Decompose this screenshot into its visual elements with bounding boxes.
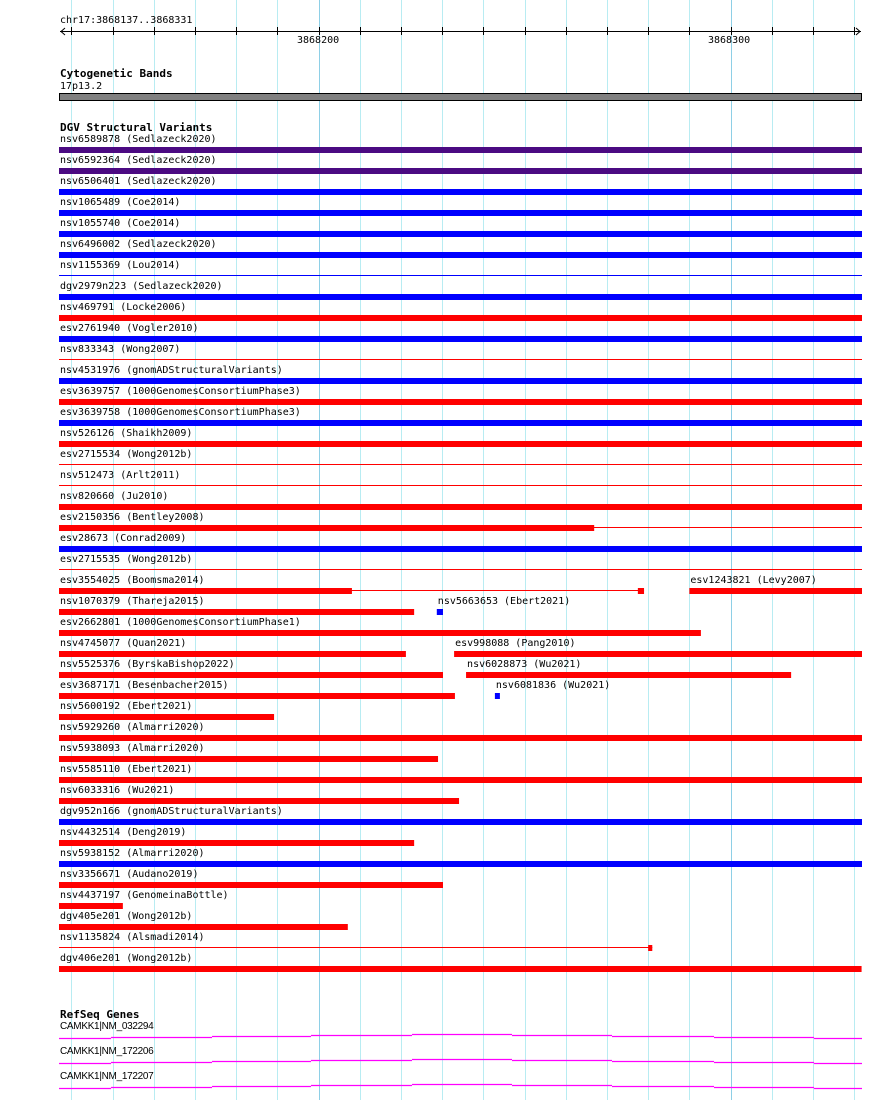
variant-bar[interactable] [59,735,862,741]
variant-label[interactable]: nsv4531976 (gnomADStructuralVariants) [60,365,283,376]
ruler-tick-label: 3868200 [297,35,340,46]
variant-bar[interactable] [59,903,123,909]
variant-block[interactable] [59,588,352,594]
variant-label[interactable]: nsv469791 (Locke2006) [60,302,187,313]
variant-bar[interactable] [437,609,443,615]
track-title-cytogenetic-bands: Cytogenetic Bands [60,67,173,80]
variant-label[interactable]: dgv2979n223 (Sedlazeck2020) [60,281,223,292]
variant-bar[interactable] [59,336,862,342]
variant-label[interactable]: nsv4432514 (Deng2019) [60,827,187,838]
variant-bar[interactable] [59,189,862,195]
variant-label[interactable]: esv2715534 (Wong2012b) [60,449,193,460]
variant-bar[interactable] [59,756,438,762]
variant-label[interactable]: esv998088 (Pang2010) [455,638,576,649]
variant-label[interactable]: nsv1135824 (Alsmadi2014) [60,932,205,943]
gene-label[interactable]: CAMKK1|NM_032294 [60,1021,154,1032]
variant-bar[interactable] [59,252,862,258]
variant-label[interactable]: nsv3356671 (Audano2019) [60,869,199,880]
variant-bar[interactable] [59,714,274,720]
track-title-refseq: RefSeq Genes [60,1008,140,1021]
variant-bar[interactable] [59,651,406,657]
variant-label[interactable]: esv2150356 (Bentley2008) [60,512,205,523]
variant-bar[interactable] [59,315,862,321]
variant-label[interactable]: nsv5938152 (Almarri2020) [60,848,205,859]
variant-bar[interactable] [59,966,862,972]
variant-bar[interactable] [59,546,862,552]
variant-label[interactable]: nsv512473 (Arlt2011) [60,470,181,481]
variant-label[interactable]: esv2761940 (Vogler2010) [60,323,199,334]
variant-bar[interactable] [59,420,862,426]
variant-block[interactable] [638,588,644,594]
variant-label[interactable]: dgv952n166 (gnomADStructuralVariants) [60,806,283,817]
variant-label[interactable]: nsv6033316 (Wu2021) [60,785,175,796]
variant-label[interactable]: esv3639757 (1000GenomesConsortiumPhase3) [60,386,301,397]
variant-label[interactable]: nsv5585110 (Ebert2021) [60,764,193,775]
variant-bar[interactable] [59,924,348,930]
variant-bar[interactable] [59,609,414,615]
variant-bar[interactable] [59,294,862,300]
variant-label[interactable]: nsv6506401 (Sedlazeck2020) [60,176,217,187]
gene-label[interactable]: CAMKK1|NM_172207 [60,1071,154,1082]
variant-bar[interactable] [59,147,862,153]
variant-bar[interactable] [59,798,459,804]
variant-label[interactable]: nsv6496002 (Sedlazeck2020) [60,239,217,250]
variant-bar[interactable] [59,672,443,678]
variant-label[interactable]: nsv1055740 (Coe2014) [60,218,181,229]
variant-bar[interactable] [59,441,862,447]
variant-label[interactable]: esv3554025 (Boomsma2014) [60,575,205,586]
variant-label[interactable]: nsv4437197 (GenomeinaBottle) [60,890,229,901]
variant-bar[interactable] [466,672,791,678]
variant-label[interactable]: nsv6592364 (Sedlazeck2020) [60,155,217,166]
variant-bar[interactable] [59,861,862,867]
cytoband-bar[interactable] [60,94,862,101]
variant-bar[interactable] [59,882,443,888]
variant-label[interactable]: dgv406e201 (Wong2012b) [60,953,193,964]
variant-bar[interactable] [59,231,862,237]
variant-label[interactable]: nsv5600192 (Ebert2021) [60,701,193,712]
variant-block[interactable] [648,945,652,951]
variant-bar[interactable] [59,777,862,783]
variant-bar[interactable] [59,210,862,216]
variant-label[interactable]: nsv6589878 (Sedlazeck2020) [60,134,217,145]
variant-label[interactable]: nsv1155369 (Lou2014) [60,260,181,271]
variant-bar[interactable] [689,588,862,594]
variant-label[interactable]: dgv405e201 (Wong2012b) [60,911,193,922]
variant-label[interactable]: nsv820660 (Ju2010) [60,491,169,502]
variant-bar[interactable] [59,504,862,510]
variant-label[interactable]: nsv833343 (Wong2007) [60,344,181,355]
variant-label[interactable]: nsv1070379 (Thareja2015) [60,596,205,607]
variant-label[interactable]: nsv4745077 (Quan2021) [60,638,187,649]
variant-label[interactable]: esv28673 (Conrad2009) [60,533,187,544]
variant-label[interactable]: esv2715535 (Wong2012b) [60,554,193,565]
variant-label[interactable]: nsv6081836 (Wu2021) [495,680,611,691]
variant-block[interactable] [59,525,594,531]
variant-label[interactable]: esv3687171 (Besenbacher2015) [60,680,229,691]
variant-bar[interactable] [59,840,414,846]
variant-label[interactable]: nsv5938093 (Almarri2020) [60,743,205,754]
gene-label[interactable]: CAMKK1|NM_172206 [60,1046,154,1057]
variant-bar[interactable] [59,630,701,636]
cytoband-label: 17p13.2 [60,81,103,92]
variant-label[interactable]: nsv6028873 (Wu2021) [467,659,582,670]
variant-bar[interactable] [454,651,862,657]
variant-bar[interactable] [59,693,455,699]
variant-label[interactable]: nsv5663653 (Ebert2021) [437,596,571,607]
variant-label[interactable]: nsv5525376 (ByrskaBishop2022) [60,659,235,670]
variant-label[interactable]: nsv1065489 (Coe2014) [60,197,181,208]
variant-bar[interactable] [495,693,500,699]
ruler-tick-label: 3868300 [708,35,751,46]
variant-label[interactable]: esv1243821 (Levy2007) [690,575,817,586]
ruler-location: chr17:3868137..3868331 [60,15,193,26]
variant-bar[interactable] [59,378,862,384]
variant-label[interactable]: nsv526126 (Shaikh2009) [60,428,193,439]
variant-bar[interactable] [59,168,862,174]
track-title-dgv: DGV Structural Variants [60,121,213,134]
variant-bar[interactable] [59,819,862,825]
variant-label[interactable]: esv2662801 (1000GenomesConsortiumPhase1) [60,617,301,628]
variant-bar[interactable] [59,399,862,405]
variant-label[interactable]: esv3639758 (1000GenomesConsortiumPhase3) [60,407,301,418]
variant-label[interactable]: nsv5929260 (Almarri2020) [60,722,205,733]
